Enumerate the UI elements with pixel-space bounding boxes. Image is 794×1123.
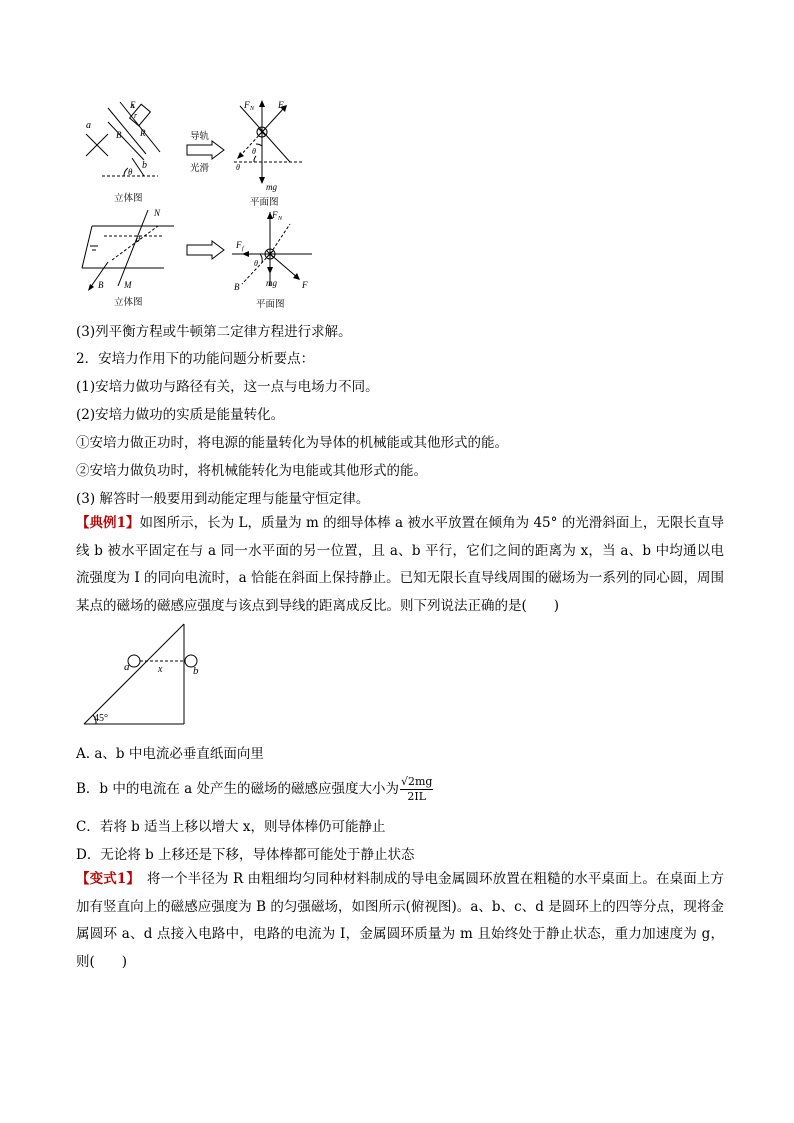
figure-3d-horizontal-rails [78,206,180,292]
option-b [76,775,434,804]
option-a: A. a、b 中电流必垂直纸面向里 [76,746,264,762]
figure-plane-horizontal [228,208,314,294]
variant-1-tag: 【变式1】 [76,871,134,887]
label-a: a [86,120,91,131]
fraction-numerator: √2mg [400,775,433,788]
incline-label-a: a [124,661,130,673]
point-3-text: (3) 解答时一般要用到动能定理与能量守恒定律。 [76,491,370,507]
example-1-body: 如图所示，长为 L，质量为 m 的细导体棒 a 被水平放置在倾角为 45° 的光滑斜面上，无限长直导线 b 被水平固定在与 a 同一水平面的另一位置，且 a、b 平行，它们之间的距离为 x，当 a、b 中均通以电流强度为 I 的同向电流时，a 恰能在斜面上保持静止。已知无限长直导线周围的磁场为一系列的同心圆，周围某点的磁场的磁感应强度与该点到导线的距离成反比。则下列说法正确的是( ) [76,515,724,614]
right-arrow-icon [186,240,226,260]
label-b-field-2: B [98,280,104,290]
figure-caption: 平面图 [250,197,279,208]
label-e: E [130,100,136,110]
label-mg-2: mg [266,278,277,288]
fraction-denominator: 2IL [407,790,427,803]
label-theta-5: θ [254,259,258,268]
option-b-fraction [400,775,433,804]
figure-3d-inclined-rails [82,96,172,180]
option-b-text: B．b 中的电流在 a 处产生的磁场的磁感应强度大小为 [76,781,399,797]
arrow-label-bottom: 光滑 [190,163,210,174]
figure-incline-45 [80,620,210,730]
figure-caption: 立体图 [114,193,143,204]
example-1-tag: 【典例1】 [76,515,140,531]
label-theta-3: θ [236,163,240,172]
label-fn-2: F [272,210,278,220]
label-m: M [124,280,132,290]
right-arrow-icon [186,140,226,160]
point-2-text: (2)安培力做功的实质是能量转化。 [76,407,285,423]
option-d: D．无论将 b 上移还是下移，导体棒都可能处于静止状态 [76,847,415,863]
arrow-label-top: 导轨 [190,131,210,142]
label-n: N [154,208,161,218]
section-2-heading: 2．安培力作用下的功能问题分析要点： [76,351,315,367]
variant-1-body: 将一个半径为 R 由粗细均匀同种材料制成的导电金属圆环放置在粗糙的水平桌面上。在桌面上方加有竖直向上的磁感应强度为 B 的匀强磁场，如图所示(俯视图)。a、b、c、d 是圆环上的四等分点，现将金属圆环 a、d 点接入电路中，电路的电流为 I，金属圆环质量为 m 且始终处于静止状态，重力加速度为 g，则( ) [76,871,724,970]
label-fn-sub-2: N [278,216,283,222]
variant-1 [76,866,724,976]
label-b-field: B [116,130,122,140]
label-fn-sub: N [250,106,255,112]
label-r: r [134,111,138,120]
label-fn: F [244,100,250,110]
step-3-text: (3)列平衡方程或牛顿第二定律方程进行求解。 [76,324,352,340]
figure-caption: 立体图 [114,297,143,308]
label-b: b [142,160,147,171]
incline-label-angle: 45° [94,713,108,724]
incline-label-b: b [193,665,199,677]
label-f-2: F [302,280,308,290]
positive-work-text: ①安培力做正功时，将电源的能量转化为导体的机械能或其他形式的能。 [76,435,508,451]
label-ff-sub: f [242,246,244,252]
point-1-text: (1)安培力做功与路径有关，这一点与电场力不同。 [76,379,379,395]
negative-work-text: ②安培力做负功时，将机械能转化为电能或其他形式的能。 [76,463,427,479]
label-b-field-3: B [234,282,240,292]
figure-caption: 平面图 [256,299,285,310]
label-r-resistor: R [140,128,146,138]
option-c: C．若将 b 适当上移以增大 x，则导体棒仍可能静止 [76,819,386,835]
label-f: F [278,100,284,110]
label-ff: F [236,240,242,250]
label-theta-4: θ [136,235,140,244]
label-theta-2: θ [252,147,256,156]
label-mg: mg [266,182,277,192]
example-1 [76,510,724,620]
incline-label-x: x [158,664,163,675]
label-theta: θ [128,167,133,177]
figure-plane-incline [232,98,312,192]
